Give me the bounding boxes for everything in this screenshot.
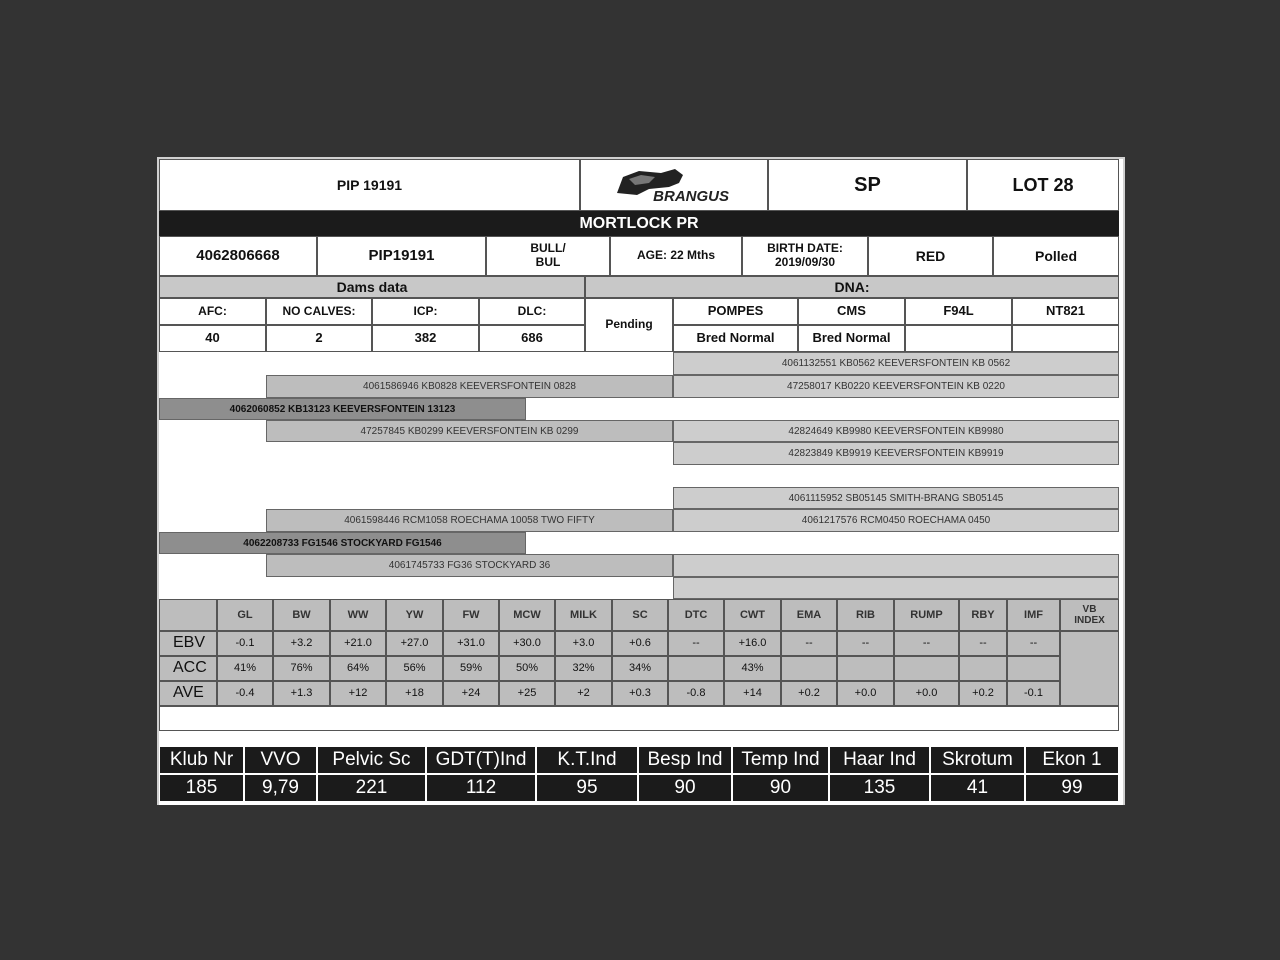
dams-title: Dams data (159, 276, 585, 298)
index-header-8: Skrotum (930, 746, 1025, 774)
dna-value-2 (905, 325, 1012, 352)
trait-acc-0: 41% (217, 656, 273, 681)
trait-ebv-6: +3.0 (555, 631, 612, 656)
grade: SP (768, 159, 967, 211)
ped-sss: 4061132551 KB0562 KEEVERSFONTEIN KB 0562 (673, 352, 1119, 375)
trait-ebv-5: +30.0 (499, 631, 555, 656)
index-header-5: Besp Ind (638, 746, 732, 774)
dna-title: DNA: (585, 276, 1119, 298)
trait-ebv-1: +3.2 (273, 631, 330, 656)
dna-header-1: CMS (798, 298, 905, 325)
ped-dd-blank-1 (673, 554, 1119, 577)
trait-ebv-10: -- (781, 631, 837, 656)
lot-card (157, 157, 1125, 805)
trait-ebv-8: -- (668, 631, 724, 656)
trait-ebv-14: -- (1007, 631, 1060, 656)
dna-header-2: F94L (905, 298, 1012, 325)
bull-logo-icon (609, 165, 739, 205)
trait-ave-2: +12 (330, 681, 386, 706)
index-value-1: 9,79 (244, 774, 317, 802)
trait-ave-5: +25 (499, 681, 555, 706)
index-header-7: Haar Ind (829, 746, 930, 774)
trait-ave-12: +0.0 (894, 681, 959, 706)
trait-acc-8 (668, 656, 724, 681)
trait-ave-3: +18 (386, 681, 443, 706)
tattoo: PIP19191 (317, 236, 486, 276)
index-value-2: 221 (317, 774, 426, 802)
traits-footer-row (159, 706, 1119, 731)
trait-header-8: DTC (668, 599, 724, 631)
birth-date: 2019/09/30 (774, 255, 836, 269)
trait-ebv-7: +0.6 (612, 631, 668, 656)
trait-header-3: YW (386, 599, 443, 631)
trait-acc-2: 64% (330, 656, 386, 681)
trait-ave-14: -0.1 (1007, 681, 1060, 706)
birth-date-label: BIRTH DATE: (767, 241, 843, 256)
trait-header-0: GL (217, 599, 273, 631)
dams-header-3: DLC: (479, 298, 585, 325)
id-code: PIP 19191 (159, 159, 580, 211)
index-header-2: Pelvic Sc (317, 746, 426, 774)
ped-sds: 42824649 KB9980 KEEVERSFONTEIN KB9980 (673, 420, 1119, 442)
index-value-8: 41 (930, 774, 1025, 802)
colour: RED (868, 236, 993, 276)
trait-acc-11 (837, 656, 894, 681)
trait-ebv-13: -- (959, 631, 1007, 656)
vb-index-body (1060, 631, 1119, 706)
animal-number: 4062806668 (159, 236, 317, 276)
ped-sire-dam: 47257845 KB0299 KEEVERSFONTEIN KB 0299 (266, 420, 673, 442)
ped-dam-sire: 4061598446 RCM1058 ROECHAMA 10058 TWO FIFTY (266, 509, 673, 532)
index-value-4: 95 (536, 774, 638, 802)
trait-acc-4: 59% (443, 656, 499, 681)
index-value-6: 90 (732, 774, 829, 802)
trait-header-4: FW (443, 599, 499, 631)
age: AGE: 22 Mths (610, 236, 742, 276)
trait-ebv-0: -0.1 (217, 631, 273, 656)
ped-dd-blank-2 (673, 577, 1119, 599)
trait-header-9: CWT (724, 599, 781, 631)
dna-header-0: POMPES (673, 298, 798, 325)
trait-header-13: RBY (959, 599, 1007, 631)
index-header-4: K.T.Ind (536, 746, 638, 774)
ped-sire: 4062060852 KB13123 KEEVERSFONTEIN 13123 (159, 398, 526, 420)
trait-acc-6: 32% (555, 656, 612, 681)
dna-status: Pending (585, 298, 673, 352)
dams-value-1: 2 (266, 325, 372, 352)
dna-value-0: Bred Normal (673, 325, 798, 352)
dams-value-0: 40 (159, 325, 266, 352)
index-value-3: 112 (426, 774, 536, 802)
sex: BULL/ BUL (486, 236, 610, 276)
trait-header-6: MILK (555, 599, 612, 631)
trait-ave-11: +0.0 (837, 681, 894, 706)
trait-ebv-2: +21.0 (330, 631, 386, 656)
trait-header-14: IMF (1007, 599, 1060, 631)
logo-text: BRANGUS (653, 188, 729, 205)
trait-ave-4: +24 (443, 681, 499, 706)
trait-ebv-12: -- (894, 631, 959, 656)
dna-header-3: NT821 (1012, 298, 1119, 325)
brangus-logo (580, 159, 768, 211)
trait-header-10: EMA (781, 599, 837, 631)
trait-ave-7: +0.3 (612, 681, 668, 706)
trait-acc-13 (959, 656, 1007, 681)
ped-sdd: 42823849 KB9919 KEEVERSFONTEIN KB9919 (673, 442, 1119, 465)
dams-header-2: ICP: (372, 298, 479, 325)
index-header-9: Ekon 1 (1025, 746, 1119, 774)
ped-ssd: 47258017 KB0220 KEEVERSFONTEIN KB 0220 (673, 375, 1119, 398)
trait-ebv-3: +27.0 (386, 631, 443, 656)
ped-dam-dam: 4061745733 FG36 STOCKYARD 36 (266, 554, 673, 577)
vb-index-header: VB INDEX (1060, 599, 1119, 631)
trait-acc-10 (781, 656, 837, 681)
trait-ave-10: +0.2 (781, 681, 837, 706)
trait-acc-7: 34% (612, 656, 668, 681)
trait-ave-1: +1.3 (273, 681, 330, 706)
trait-ebv-9: +16.0 (724, 631, 781, 656)
trait-header-5: MCW (499, 599, 555, 631)
trait-acc-14 (1007, 656, 1060, 681)
ped-sire-sire: 4061586946 KB0828 KEEVERSFONTEIN 0828 (266, 375, 673, 398)
trait-ebv-11: -- (837, 631, 894, 656)
horn-status: Polled (993, 236, 1119, 276)
ped-dam: 4062208733 FG1546 STOCKYARD FG1546 (159, 532, 526, 554)
trait-header-7: SC (612, 599, 668, 631)
index-value-9: 99 (1025, 774, 1119, 802)
index-value-5: 90 (638, 774, 732, 802)
trait-header-1: BW (273, 599, 330, 631)
traits-corner (159, 599, 217, 631)
trait-row-label-ave: AVE (159, 681, 217, 706)
trait-acc-12 (894, 656, 959, 681)
index-value-0: 185 (159, 774, 244, 802)
trait-header-12: RUMP (894, 599, 959, 631)
dams-value-3: 686 (479, 325, 585, 352)
trait-row-label-ebv: EBV (159, 631, 217, 656)
ped-dsd: 4061217576 RCM0450 ROECHAMA 0450 (673, 509, 1119, 532)
birth-date-cell (742, 236, 868, 276)
trait-acc-3: 56% (386, 656, 443, 681)
trait-ave-13: +0.2 (959, 681, 1007, 706)
lot-number: LOT 28 (967, 159, 1119, 211)
trait-ave-9: +14 (724, 681, 781, 706)
trait-ave-6: +2 (555, 681, 612, 706)
trait-ave-8: -0.8 (668, 681, 724, 706)
trait-ave-0: -0.4 (217, 681, 273, 706)
dna-value-3 (1012, 325, 1119, 352)
dna-value-1: Bred Normal (798, 325, 905, 352)
animal-name: MORTLOCK PR (159, 211, 1119, 236)
trait-acc-5: 50% (499, 656, 555, 681)
trait-acc-1: 76% (273, 656, 330, 681)
trait-ebv-4: +31.0 (443, 631, 499, 656)
ped-dss: 4061115952 SB05145 SMITH-BRANG SB05145 (673, 487, 1119, 509)
dams-header-1: NO CALVES: (266, 298, 372, 325)
dams-header-0: AFC: (159, 298, 266, 325)
index-header-6: Temp Ind (732, 746, 829, 774)
trait-row-label-acc: ACC (159, 656, 217, 681)
index-header-3: GDT(T)Ind (426, 746, 536, 774)
trait-header-2: WW (330, 599, 386, 631)
trait-header-11: RIB (837, 599, 894, 631)
index-header-0: Klub Nr (159, 746, 244, 774)
index-value-7: 135 (829, 774, 930, 802)
index-header-1: VVO (244, 746, 317, 774)
dams-value-2: 382 (372, 325, 479, 352)
trait-acc-9: 43% (724, 656, 781, 681)
